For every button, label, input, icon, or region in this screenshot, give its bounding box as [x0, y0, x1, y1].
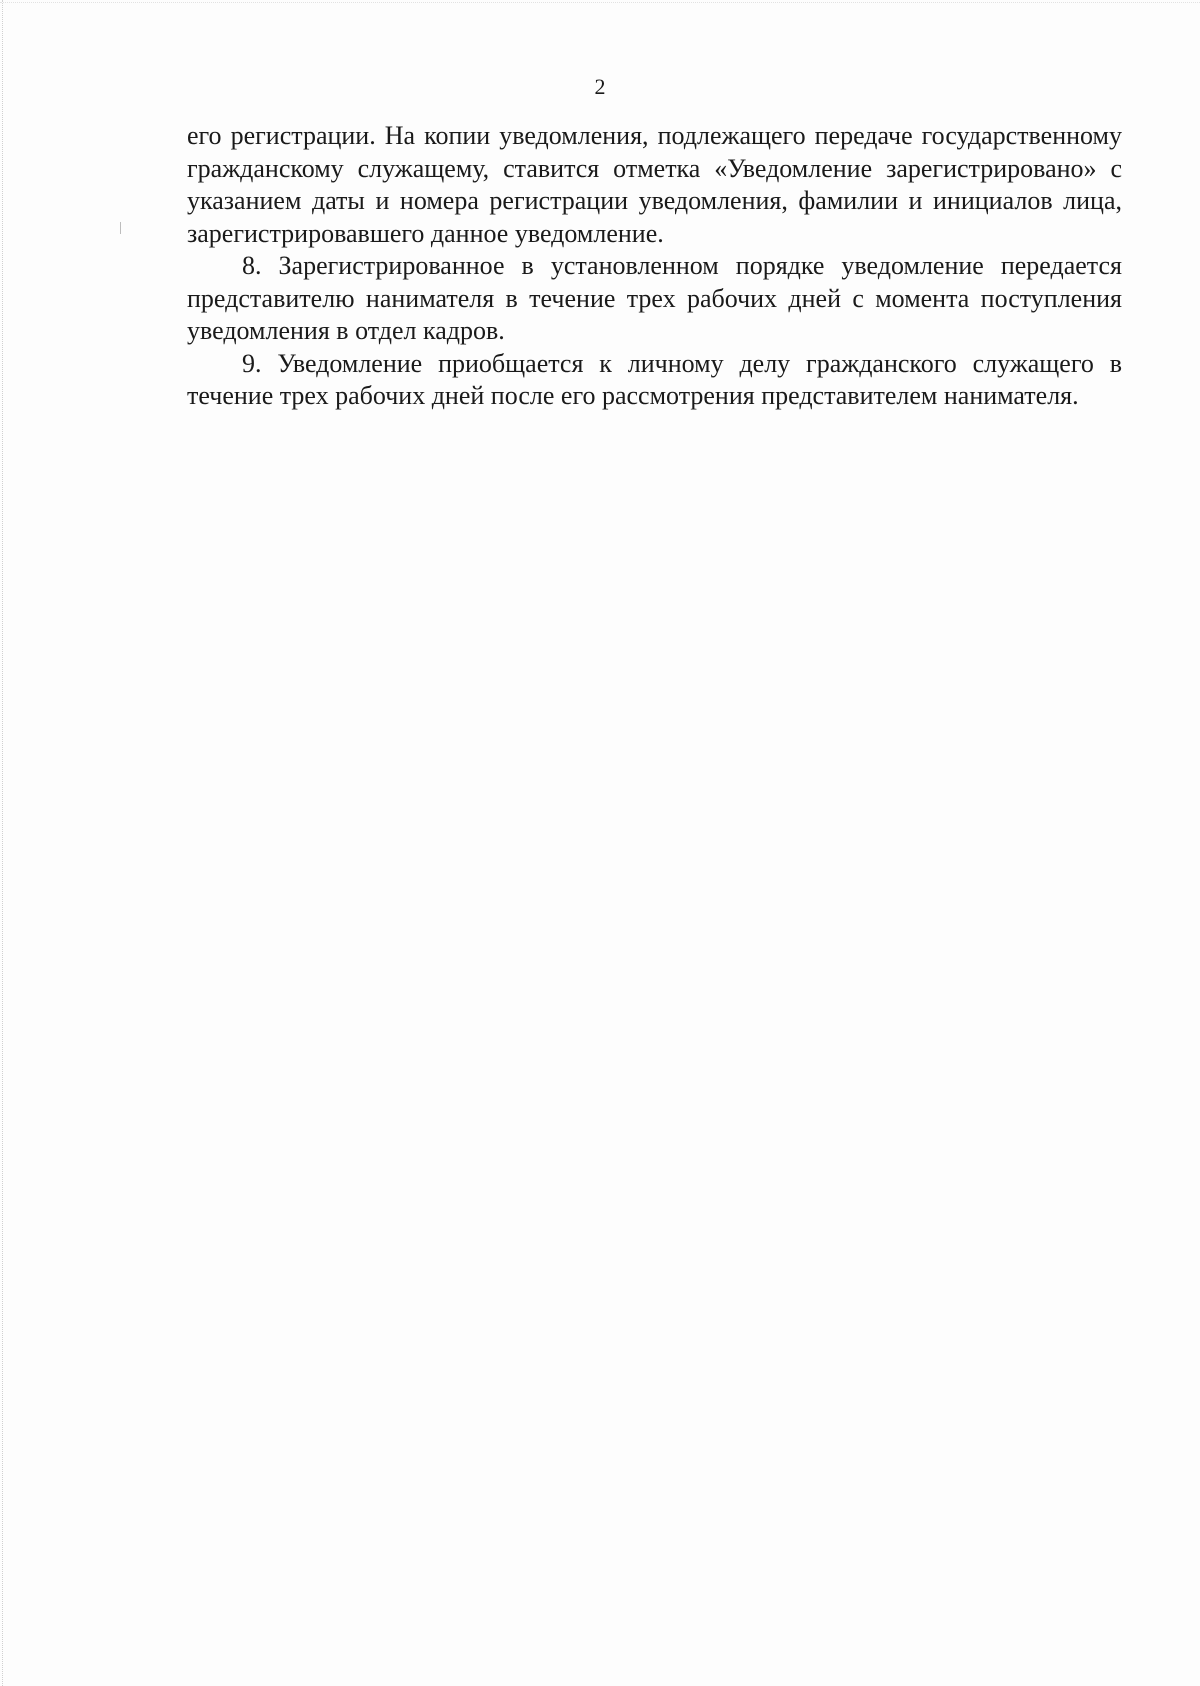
page-number: 2: [594, 74, 606, 99]
body-text: [187, 120, 1122, 413]
paragraph-item-8: 8. Зарегистрированное в установленном порядке уведомление передается представителю нанимателя в течение трех рабочих дней с момента поступления уведомления в отдел кадров.: [187, 251, 1122, 345]
paragraph-continuation: его регистрации. На копии уведомления, подлежащего передаче государственному гражданскому служащему, ставится отметка «Уведомление зарегистрировано» с указанием даты и номера регистрации уведомления, фамилии и инициалов лица, зарегистрировавшего данное уведомление.: [187, 121, 1122, 248]
paragraph-item-9: 9. Уведомление приобщается к личному делу гражданского служащего в течение трех рабочих дней после его рассмотрения представителем нанимателя.: [187, 348, 1122, 410]
scan-edge-left: [2, 0, 3, 1686]
scan-mark: [120, 222, 121, 234]
scan-edge-top: [0, 2, 1200, 3]
